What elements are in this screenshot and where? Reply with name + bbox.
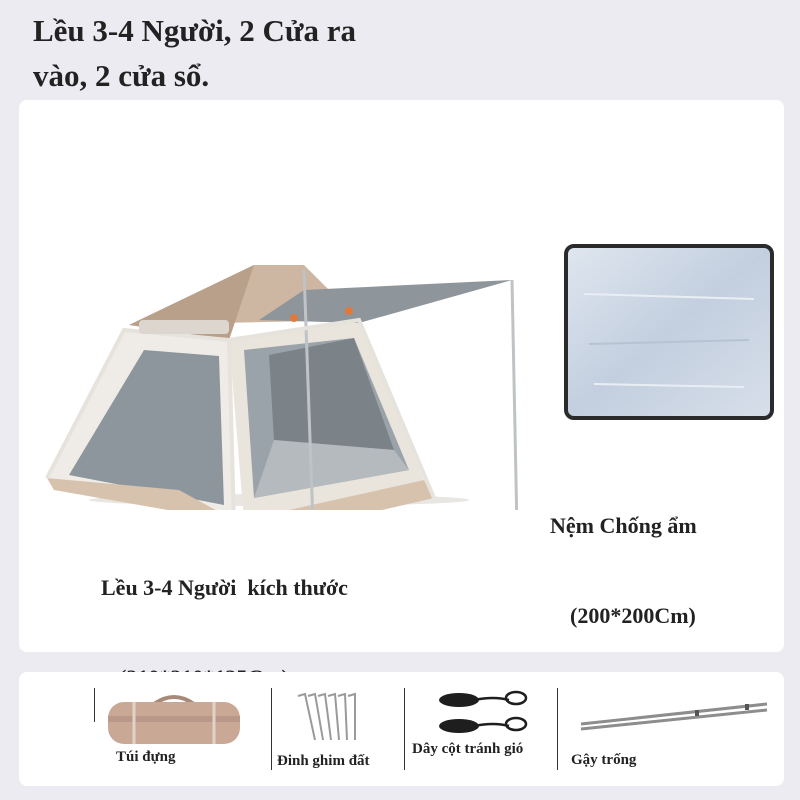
wind-rope-icon (434, 686, 534, 740)
product-card (19, 100, 784, 652)
accessory-item-bag (19, 672, 269, 786)
mat-dimensions-text: (200*200Cm) (570, 603, 696, 628)
accessory-item-ropes (404, 672, 554, 786)
accessory-label: Dây cột tránh gió (412, 741, 524, 757)
page-title (33, 8, 356, 98)
accessory-label: Túi đựng (116, 749, 176, 765)
title-line-2: vào, 2 cửa sổ. (33, 58, 210, 93)
ground-stakes-icon (293, 688, 373, 748)
accessory-label: Gậy trống (571, 752, 637, 768)
tent-image (29, 180, 529, 510)
mat-size-label (550, 451, 697, 691)
mat-name-text: Nệm Chống ẩm (550, 513, 697, 538)
tent-name-text: Lều 3-4 Người kích thước (101, 575, 348, 600)
title-line-1: Lều 3-4 Người, 2 Cửa ra (33, 13, 357, 48)
accessory-divider-left (94, 688, 95, 722)
mat-image (564, 244, 774, 420)
accessories-card (19, 672, 784, 786)
accessory-label: Đinh ghim đất (277, 753, 370, 769)
carry-bag-icon (104, 690, 244, 746)
accessory-item-poles (557, 672, 784, 786)
accessory-item-stakes (271, 672, 404, 786)
poles-icon (577, 696, 772, 732)
